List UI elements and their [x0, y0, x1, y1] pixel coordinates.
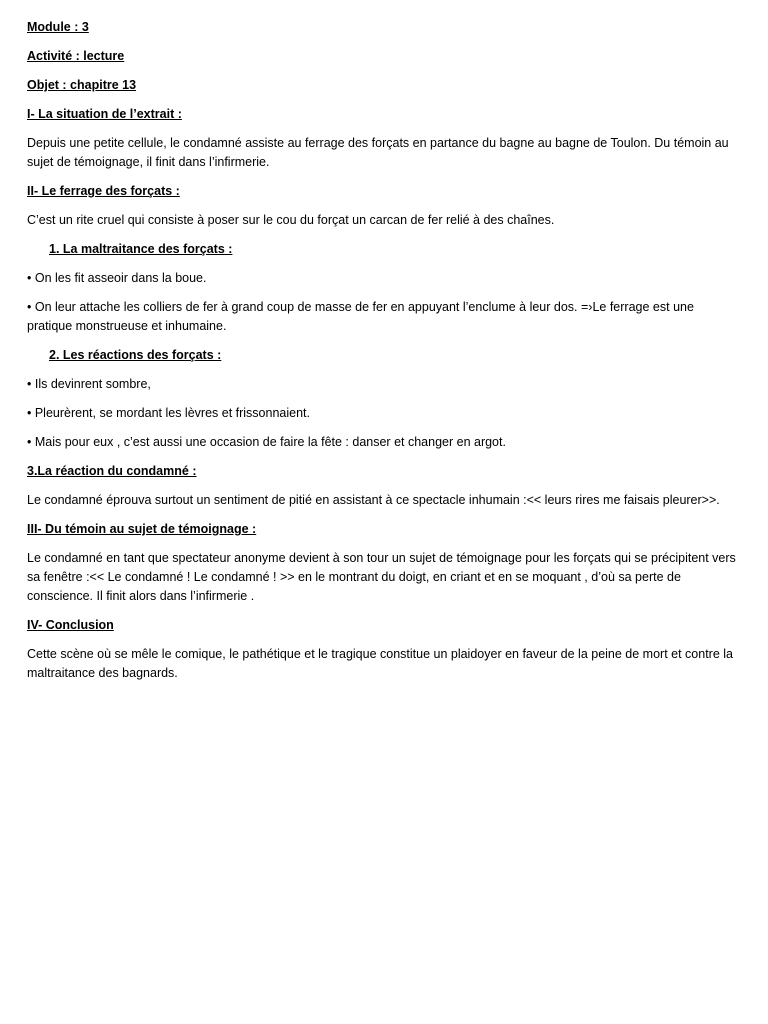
- subsection-1-title: 1. La maltraitance des forçats :: [49, 242, 233, 256]
- document-page: [27, 18, 739, 693]
- section-2-intro: C’est un rite cruel qui consiste à poser sur le cou du forçat un carcan de fer relié à des chaînes.: [27, 213, 555, 227]
- activity-heading: Activité : lecture: [27, 49, 125, 63]
- section-1-text: Depuis une petite cellule, le condamné assiste au ferrage des forçats en partance du bagne au bagne de Toulon. Du témoin au sujet de témoignage, il finit dans l’infirmerie.: [27, 136, 729, 169]
- object-heading: Objet : chapitre 13: [27, 78, 137, 92]
- subsection-2-title: 2. Les réactions des forçats :: [49, 348, 222, 362]
- bullet-item: • On leur attache les colliers de fer à grand coup de masse de fer en appuyant l’enclume à leur dos. =›Le ferrage est une pratique monstrueuse et inhumaine.: [27, 300, 694, 333]
- section-1-title: I- La situation de l’extrait :: [27, 107, 182, 121]
- bullet-item: • Pleurèrent, se mordant les lèvres et frissonnaient.: [27, 406, 310, 420]
- section-2-title: II- Le ferrage des forçats :: [27, 184, 180, 198]
- subsection-3-title: 3.La réaction du condamné :: [27, 464, 197, 478]
- section-3-title: III- Du témoin au sujet de témoignage :: [27, 522, 257, 536]
- section-4-title: IV- Conclusion: [27, 618, 114, 632]
- bullet-item: • Ils devinrent sombre,: [27, 377, 151, 391]
- module-heading: Module : 3: [27, 20, 89, 34]
- subsection-3-text: Le condamné éprouva surtout un sentiment de pitié en assistant à ce spectacle inhumain :<< leurs rires me faisais pleurer>>.: [27, 493, 720, 507]
- section-3-text: Le condamné en tant que spectateur anonyme devient à son tour un sujet de témoignage pour les forçats qui se précipitent vers sa fenêtre :<< Le condamné ! Le condamné ! >> en le montrant du doigt, en criant et en se moquant , d’où sa perte de conscience. Il finit alors dans l’infirmerie .: [27, 551, 736, 603]
- bullet-item: • On les fit asseoir dans la boue.: [27, 271, 207, 285]
- section-4-text: Cette scène où se mêle le comique, le pathétique et le tragique constitue un plaidoyer en faveur de la peine de mort et contre la maltraitance des bagnards.: [27, 647, 733, 680]
- bullet-item: • Mais pour eux , c’est aussi une occasion de faire la fête : danser et changer en argot.: [27, 435, 506, 449]
